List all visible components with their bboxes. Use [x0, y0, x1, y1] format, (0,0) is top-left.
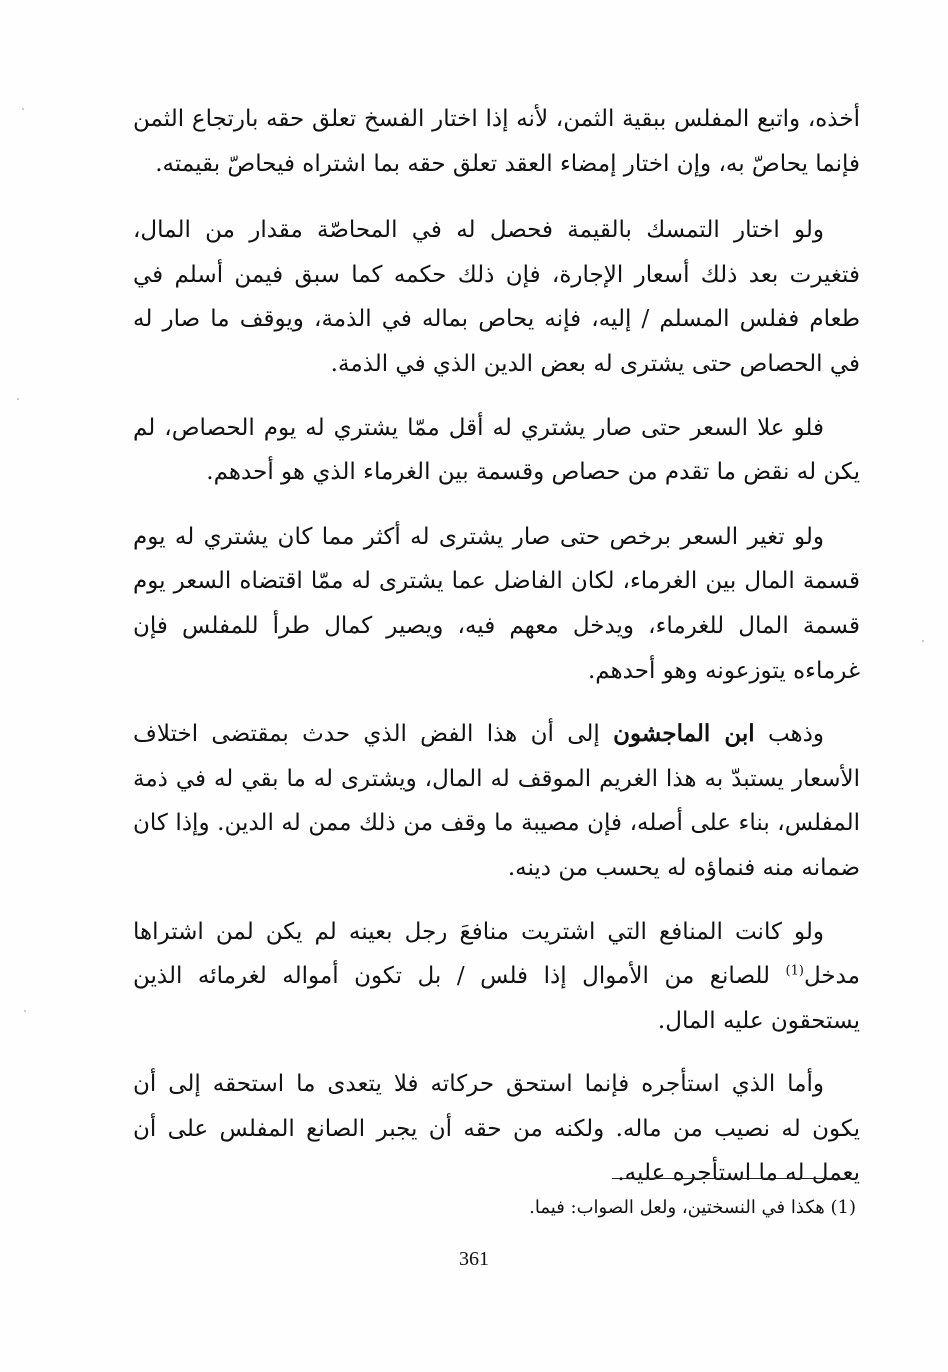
paragraph-6 — [133, 910, 860, 1044]
paragraph-7: وأما الذي استأجره فإنما استحق حركاته فلا يتعدى ما استحقه إلى أن يكون له نصيب من ماله. ولكنه من حقه أن يجبر الصانع المفلس على أن يعمل له ما استأجره عليه. — [133, 1071, 860, 1187]
paragraph-3: فلو علا السعر حتى صار يشتري له أقل ممّا يشتري له يوم الحصاص، لم يكن له نقض ما تقدم من حصاص وقسمة بين الغرماء الذي هو أحدهم. — [133, 414, 860, 486]
scholar-name: ابن الماجشون — [613, 720, 755, 748]
footnote-divider — [612, 1178, 856, 1179]
paragraph-5 — [133, 712, 860, 890]
scan-speck — [22, 108, 24, 110]
paragraph-1: أخذه، واتبع المفلس ببقية الثمن، لأنه إذا اختار الفسخ تعلق حقه بارتجاع الثمن فإنما يحاصّ به، وإن اختار إمضاء العقد تعلق حقه بما اشتراه فيحاصّ بقيمته. — [133, 106, 860, 177]
main-text — [133, 97, 860, 1214]
scan-speck — [922, 640, 924, 642]
paragraph-6-end: للصانع من الأموال إذا فلس / بل تكون أمواله لغرمائه الذين يستحقون عليه المال. — [133, 963, 860, 1034]
page-number: 361 — [459, 1248, 489, 1270]
paragraph-2: ولو اختار التمسك بالقيمة فحصل له في المحاصّة مقدار من المال، فتغيرت بعد ذلك أسعار الإجارة، فإن ذلك حكمه كما سبق فيمن أسلم في طعام ففلس المسلم / إليه، فإنه يحاص بماله في الذمة، ويوقف ما صار له في الحصاص حتى يشترى له بعض الدين الذي في الذمة. — [133, 217, 860, 377]
footnote: (1) هكذا في النسختين، ولعل الصواب: فيما. — [529, 1197, 856, 1218]
paragraph-4: ولو تغير السعر برخص حتى صار يشترى له أكثر مما كان يشتري له يوم قسمة المال بين الغرماء، لكان الفاضل عما يشترى له ممّا اقتضاه السعر يوم قسمة المال للغرماء، ويدخل معهم فيه، ويصير كمال طرأ للمفلس فإن غرماءه يتوزعونه وهو أحدهم. — [133, 523, 860, 684]
scan-speck — [24, 1010, 26, 1012]
paragraph-5-lead: وذهب — [767, 721, 825, 748]
paragraph-6-start: ولو كانت المنافع التي اشتريت منافعَ رجل بعينه لم يكن لمن اشتراها مدخل — [133, 918, 860, 990]
scan-speck — [17, 398, 19, 400]
footnote-reference: (1) — [785, 963, 804, 979]
paragraph-5-rest: إلى أن هذا الفض الذي حدث بمقتضى اختلاف الأسعار يستبدّ به هذا الغريم الموقف له المال، ويشترى له ما بقي له في ذمة المفلس، بناء على أصله، فإن مصيبة ما وقف من ذلك ممن له الدين. وإذا كان ضمانه منه فنماؤه له يحسب من دينه. — [133, 721, 860, 881]
